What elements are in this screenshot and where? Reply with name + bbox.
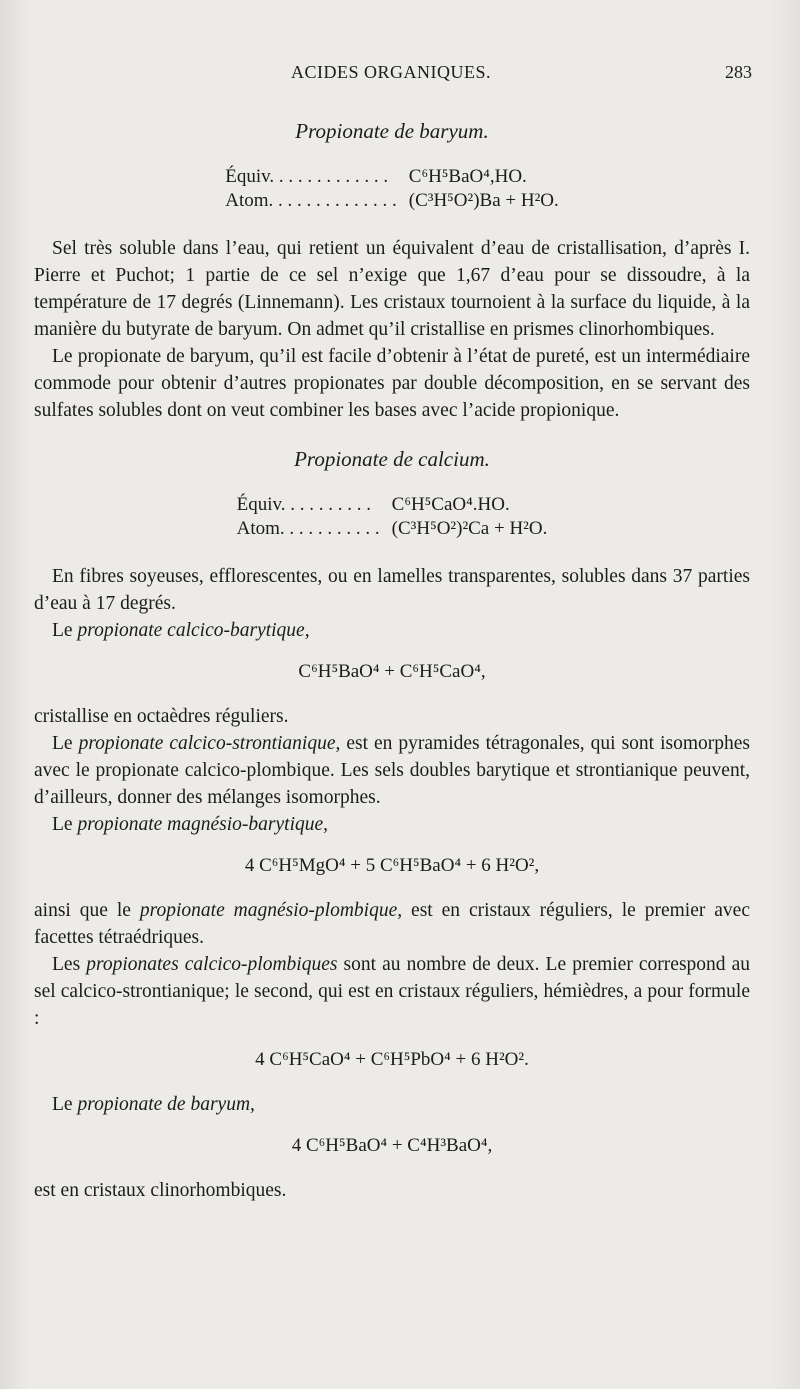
running-title: ACIDES ORGANIQUES. — [290, 62, 491, 82]
text-run: est en cristaux réguliers, le premier avec facettes tétraédriques. — [34, 900, 750, 948]
paragraph — [34, 951, 750, 1032]
equation: 4 C⁶H⁵BaO⁴ + C⁴H³BaO⁴, — [291, 1135, 493, 1156]
running-header — [30, 62, 752, 88]
text-run: sont au nombre de deux. Le premier correspond au sel calcico-strontianique; le second, qui est en cristaux réguliers, hémièdres, a pour formule : — [34, 954, 751, 1029]
emphasis: propionates calcico-plombiques — [86, 954, 338, 975]
page-content — [34, 118, 750, 1204]
paragraph — [34, 730, 750, 811]
emphasis: propionate magnésio-plombique, — [139, 900, 403, 921]
paragraph — [34, 811, 750, 838]
text-run: Le — [52, 733, 79, 754]
formula-value: (C³H⁵O²)²Ca + H²O. — [391, 518, 548, 539]
formula-label: Équiv. . . . . . . . . . — [236, 494, 372, 515]
paragraph: Le propionate de baryum, qu’il est facile d’obtenir à l’état de pureté, est un intermédiaire commode pour obtenir d’autres propionates par double décomposition, en se servant des sulfates solubles dont on veut combiner les bases avec l’acide propionique. — [34, 346, 750, 421]
emphasis: propionate calcico-barytique, — [77, 620, 310, 641]
text-run: Le — [52, 620, 78, 641]
formula-table-baryum — [225, 165, 559, 213]
page-number: 283 — [725, 62, 752, 82]
formula-value: (C³H⁵O²)Ba + H²O. — [408, 190, 559, 211]
paragraph: En fibres soyeuses, efflorescentes, ou en lamelles transparentes, solubles dans 37 parties d’eau à 17 degrés. — [34, 566, 750, 614]
formula-value: C⁶H⁵BaO⁴,HO. — [408, 166, 527, 187]
emphasis: propionate calcico-strontianique, — [78, 733, 341, 754]
formula-row — [225, 165, 559, 189]
formula-label: Équiv. . . . . . . . . . . . . — [225, 166, 389, 187]
text-run: est en pyramides tétragonales, qui sont isomorphes avec le propionate calcico-plombique. Les sels doubles barytique et strontianique peuvent, d’ailleurs, donner des mélanges isomorphes. — [34, 733, 750, 808]
paragraph: est en cristaux clinorhombiques. — [34, 1180, 287, 1201]
formula-table-calcium — [237, 493, 548, 541]
formula-row — [225, 189, 559, 213]
text-run: ainsi que le — [34, 900, 140, 921]
paragraph: cristallise en octaèdres réguliers. — [34, 706, 289, 727]
section-heading-calcium: Propionate de calcium. — [294, 447, 490, 471]
paragraph: Sel très soluble dans l’eau, qui retient un équivalent d’eau de cristallisation, d’après I. Pierre et Puchot; 1 partie de ce sel n’exige que 1,67 d’eau pour se dissoudre, à la température de 17 degrés (Linnemann). Les cristaux tournoient à la surface du liquide, à la manière du butyrate de baryum. On admet qu’il cristallise en prismes clinorhombiques. — [34, 238, 750, 340]
paragraph — [34, 617, 750, 644]
text-run: Les — [52, 954, 87, 975]
text-run: Le — [52, 814, 78, 835]
formula-row — [237, 517, 548, 541]
equation: 4 C⁶H⁵CaO⁴ + C⁶H⁵PbO⁴ + 6 H²O². — [255, 1049, 529, 1070]
equation: 4 C⁶H⁵MgO⁴ + 5 C⁶H⁵BaO⁴ + 6 H²O², — [244, 855, 540, 876]
formula-value: C⁶H⁵CaO⁴.HO. — [391, 494, 510, 515]
formula-label: Atom. . . . . . . . . . . — [236, 518, 380, 539]
emphasis: propionate magnésio-barytique, — [77, 814, 329, 835]
emphasis: propionate de baryum, — [77, 1094, 255, 1115]
section-heading-baryum: Propionate de baryum. — [295, 119, 489, 143]
formula-row — [237, 493, 548, 517]
equation: C⁶H⁵BaO⁴ + C⁶H⁵CaO⁴, — [298, 661, 486, 682]
paragraph — [34, 1091, 750, 1118]
paragraph — [34, 897, 750, 951]
text-run: Le — [52, 1094, 78, 1115]
formula-label: Atom. . . . . . . . . . . . . . — [225, 190, 397, 211]
